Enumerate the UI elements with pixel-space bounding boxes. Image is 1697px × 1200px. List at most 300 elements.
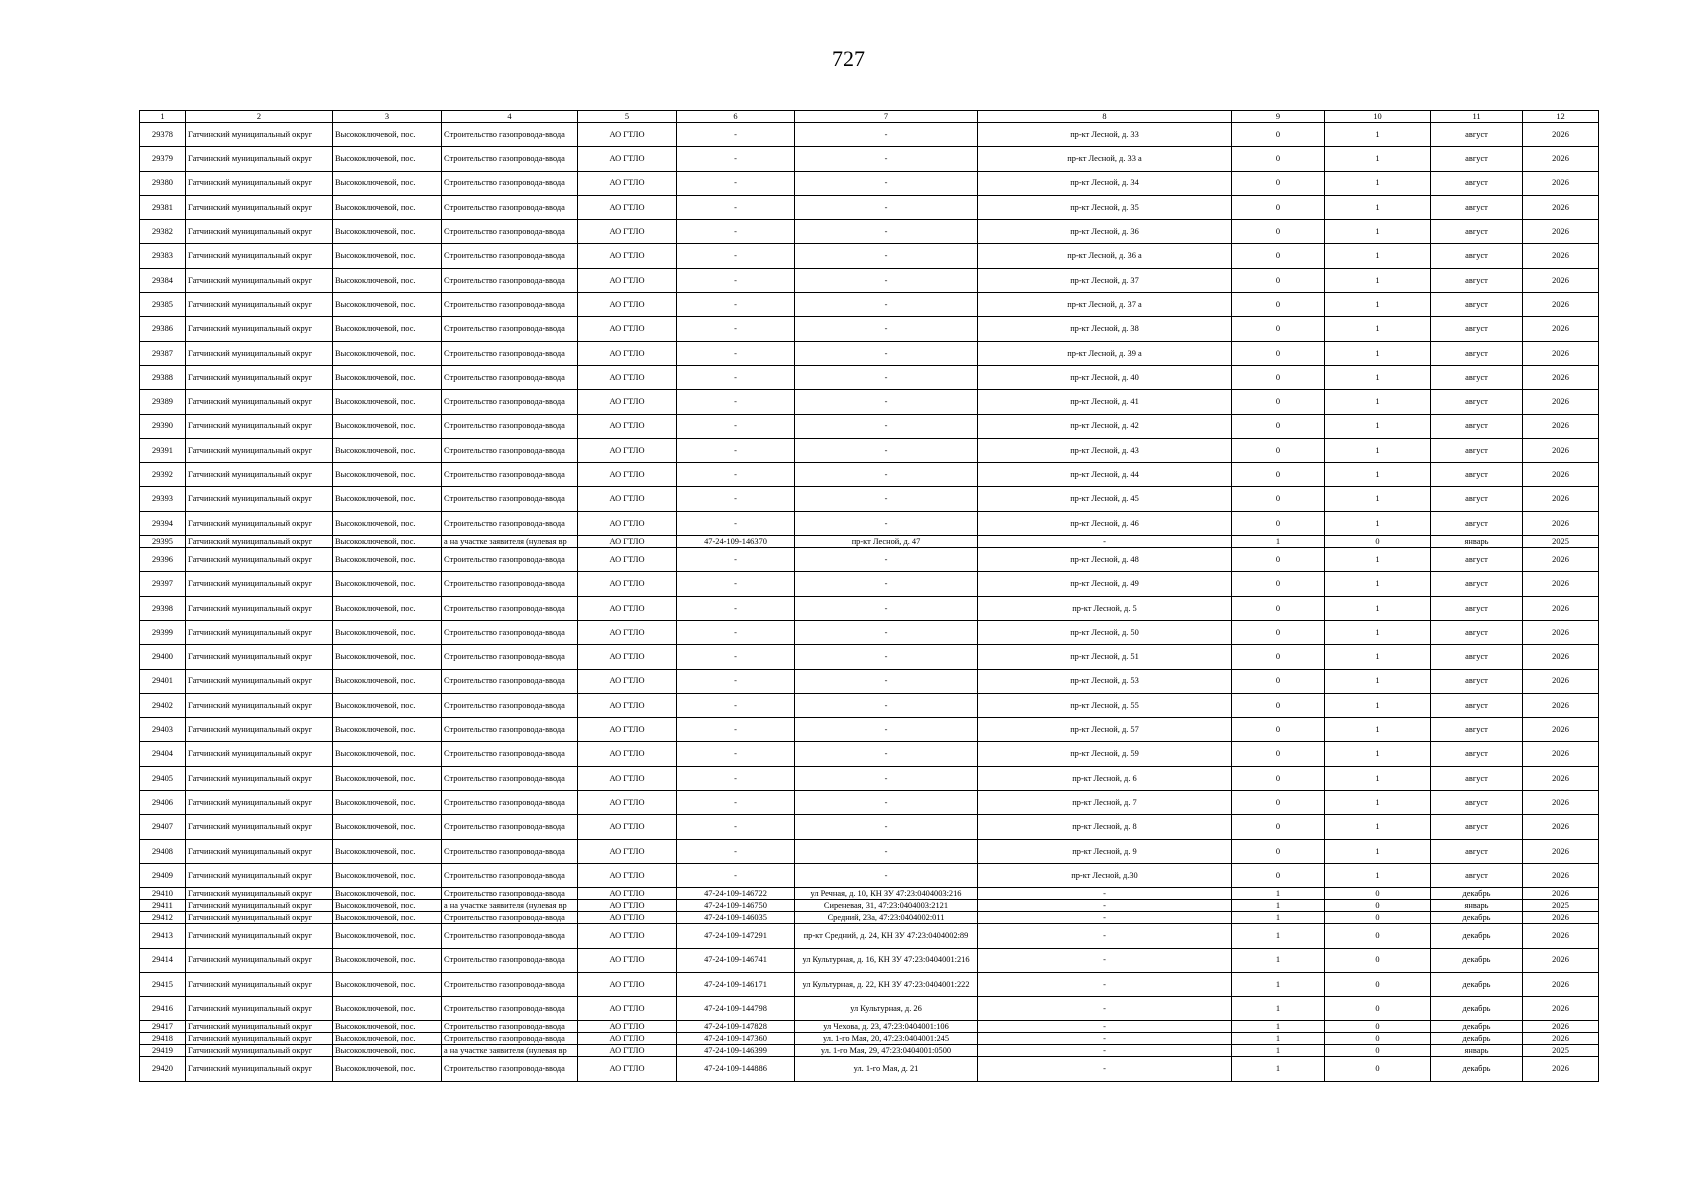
table-cell: Гатчинский муниципальный округ [186,742,333,766]
table-cell: - [795,548,978,572]
table-cell: Гатчинский муниципальный округ [186,123,333,147]
table-cell: 29401 [140,669,186,693]
table-cell: ул Чехова, д. 23, 47:23:0404001:106 [795,1021,978,1033]
table-cell: 29410 [140,888,186,900]
table-cell: 2026 [1523,742,1599,766]
table-cell: август [1431,463,1523,487]
table-cell: 29393 [140,487,186,511]
table-cell: 2026 [1523,123,1599,147]
table-cell: ул Культурная, д. 26 [795,997,978,1021]
table-cell: Строительство газопровода-ввода [442,620,578,644]
table-cell: 2026 [1523,195,1599,219]
column-header: 1 [140,111,186,123]
table-cell: 0 [1232,669,1325,693]
table-cell: ул Речная, д. 10, КН ЗУ 47:23:0404003:216 [795,888,978,900]
table-cell: АО ГТЛО [578,718,677,742]
table-cell: август [1431,171,1523,195]
table-cell: Высокоключевой, пос. [333,620,442,644]
table-cell: Гатчинский муниципальный округ [186,924,333,948]
table-cell: пр-кт Лесной, д. 42 [978,414,1232,438]
table-cell: Гатчинский муниципальный округ [186,390,333,414]
table-row [140,123,1599,147]
table-cell: Строительство газопровода-ввода [442,487,578,511]
table-cell: 2026 [1523,341,1599,365]
table-cell: АО ГТЛО [578,220,677,244]
table-cell: 1 [1325,693,1431,717]
table-cell: 2026 [1523,244,1599,268]
table-cell: - [978,1021,1232,1033]
table-cell: АО ГТЛО [578,511,677,535]
table-cell: 0 [1232,268,1325,292]
table-row [140,548,1599,572]
table-cell: пр-кт Лесной, д. 6 [978,766,1232,790]
page-number: 727 [832,46,865,71]
table-cell: АО ГТЛО [578,863,677,887]
table-cell: 0 [1232,317,1325,341]
table-cell: - [795,863,978,887]
table-cell: Строительство газопровода-ввода [442,341,578,365]
table-cell: 29404 [140,742,186,766]
table-cell: 29392 [140,463,186,487]
table-cell: 29409 [140,863,186,887]
table-cell: август [1431,815,1523,839]
table-cell: а на участке заявителя (нулевая вр [442,536,578,548]
table-cell: 29402 [140,693,186,717]
table-cell: 1 [1325,244,1431,268]
table-cell: АО ГТЛО [578,1033,677,1045]
column-header: 10 [1325,111,1431,123]
table-cell: - [978,536,1232,548]
table-cell: - [795,645,978,669]
table-cell: 0 [1325,924,1431,948]
table-cell: 0 [1325,1033,1431,1045]
table-cell: 29385 [140,293,186,317]
table-cell: 2026 [1523,572,1599,596]
table-cell: 0 [1232,220,1325,244]
table-cell: 2026 [1523,390,1599,414]
table-cell: август [1431,487,1523,511]
table-cell: август [1431,742,1523,766]
table-cell: пр-кт Лесной, д. 37 а [978,293,1232,317]
table-cell: - [677,341,795,365]
table-cell: Гатчинский муниципальный округ [186,487,333,511]
table-cell: - [978,912,1232,924]
table-cell: август [1431,195,1523,219]
table-cell: 1 [1325,463,1431,487]
table-cell: 2026 [1523,718,1599,742]
table-cell: Строительство газопровода-ввода [442,171,578,195]
table-cell: Строительство газопровода-ввода [442,596,578,620]
table-cell: 0 [1232,791,1325,815]
table-cell: Гатчинский муниципальный округ [186,1045,333,1057]
table-cell: - [795,718,978,742]
table-cell: 1 [1325,487,1431,511]
table-cell: 2026 [1523,268,1599,292]
table-cell: Строительство газопровода-ввода [442,317,578,341]
table-cell: Высокоключевой, пос. [333,1045,442,1057]
table-cell: август [1431,438,1523,462]
table-cell: - [795,147,978,171]
table-cell: 29387 [140,341,186,365]
table-cell: 47-24-109-146035 [677,912,795,924]
table-cell: Гатчинский муниципальный округ [186,438,333,462]
column-header: 5 [578,111,677,123]
table-cell: 2026 [1523,365,1599,389]
table-cell: Высокоключевой, пос. [333,596,442,620]
table-cell: Строительство газопровода-ввода [442,365,578,389]
table-row [140,220,1599,244]
table-cell: АО ГТЛО [578,742,677,766]
data-table [139,110,1599,1082]
table-cell: АО ГТЛО [578,317,677,341]
table-cell: декабрь [1431,997,1523,1021]
table-cell: 29389 [140,390,186,414]
table-cell: ул Культурная, д. 22, КН ЗУ 47:23:0404001:222 [795,972,978,996]
table-cell: 1 [1232,924,1325,948]
table-cell: Гатчинский муниципальный округ [186,548,333,572]
table-cell: Строительство газопровода-ввода [442,244,578,268]
table-cell: 0 [1232,365,1325,389]
table-cell: - [677,548,795,572]
table-cell: Гатчинский муниципальный округ [186,766,333,790]
table-cell: Высокоключевой, пос. [333,815,442,839]
table-cell: 2025 [1523,536,1599,548]
table-cell: 0 [1232,863,1325,887]
table-cell: Строительство газопровода-ввода [442,669,578,693]
table-cell: Сиреневая, 31, 47:23:0404003:2121 [795,900,978,912]
table-cell: Высокоключевой, пос. [333,863,442,887]
table-cell: - [677,620,795,644]
table-cell: Высокоключевой, пос. [333,268,442,292]
table-cell: 0 [1232,572,1325,596]
table-cell: - [677,195,795,219]
table-cell: Гатчинский муниципальный округ [186,511,333,535]
table-cell: 2026 [1523,924,1599,948]
table-cell: Гатчинский муниципальный округ [186,972,333,996]
table-cell: пр-кт Лесной, д. 7 [978,791,1232,815]
table-row [140,1045,1599,1057]
table-cell: Гатчинский муниципальный округ [186,997,333,1021]
table-row [140,620,1599,644]
table-cell: 1 [1325,548,1431,572]
table-cell: пр-кт Лесной, д. 50 [978,620,1232,644]
table-row [140,414,1599,438]
table-cell: Строительство газопровода-ввода [442,414,578,438]
table-cell: 1 [1232,1057,1325,1081]
table-cell: 0 [1232,693,1325,717]
table-cell: 29388 [140,365,186,389]
table-cell: 29405 [140,766,186,790]
table-cell: Строительство газопровода-ввода [442,742,578,766]
table-cell: 29420 [140,1057,186,1081]
table-cell: 0 [1325,1057,1431,1081]
table-cell: Строительство газопровода-ввода [442,463,578,487]
table-cell: 29399 [140,620,186,644]
table-cell: АО ГТЛО [578,815,677,839]
table-cell: август [1431,511,1523,535]
table-cell: пр-кт Лесной, д. 35 [978,195,1232,219]
table-cell: 0 [1232,511,1325,535]
table-row [140,863,1599,887]
table-cell: АО ГТЛО [578,620,677,644]
table-cell: пр-кт Лесной, д. 40 [978,365,1232,389]
table-cell: Гатчинский муниципальный округ [186,791,333,815]
table-cell: 2026 [1523,815,1599,839]
table-cell: - [978,948,1232,972]
table-cell: Гатчинский муниципальный округ [186,912,333,924]
table-cell: Высокоключевой, пос. [333,791,442,815]
table-cell: пр-кт Лесной, д. 9 [978,839,1232,863]
table-cell: Высокоключевой, пос. [333,244,442,268]
table-cell: 0 [1232,414,1325,438]
table-cell: - [677,863,795,887]
table-cell: 1 [1325,341,1431,365]
table-cell: 0 [1325,912,1431,924]
column-header: 2 [186,111,333,123]
header-row [140,111,1599,123]
table-cell: 2025 [1523,900,1599,912]
table-cell: январь [1431,536,1523,548]
table-cell: 2026 [1523,171,1599,195]
table-cell: Гатчинский муниципальный округ [186,244,333,268]
table-cell: 0 [1232,341,1325,365]
table-cell: Высокоключевой, пос. [333,438,442,462]
table-cell: - [677,669,795,693]
table-cell: Гатчинский муниципальный округ [186,268,333,292]
table-cell: ул. 1-го Мая, д. 21 [795,1057,978,1081]
table-row [140,317,1599,341]
column-header: 3 [333,111,442,123]
table-cell: 2026 [1523,620,1599,644]
table-cell: пр-кт Лесной, д.30 [978,863,1232,887]
table-cell: 0 [1325,888,1431,900]
table-cell: Строительство газопровода-ввода [442,1057,578,1081]
table-cell: 2026 [1523,1021,1599,1033]
table-cell: - [677,171,795,195]
table-cell: 47-24-109-144886 [677,1057,795,1081]
table-cell: пр-кт Лесной, д. 36 [978,220,1232,244]
table-cell: 0 [1232,195,1325,219]
table-cell: 2026 [1523,511,1599,535]
table-cell: 47-24-109-146399 [677,1045,795,1057]
table-cell: 2026 [1523,766,1599,790]
table-cell: 0 [1232,293,1325,317]
table-cell: Гатчинский муниципальный округ [186,220,333,244]
table-cell: 1 [1325,123,1431,147]
table-cell: декабрь [1431,948,1523,972]
table-cell: Высокоключевой, пос. [333,948,442,972]
table-cell: пр-кт Лесной, д. 44 [978,463,1232,487]
table-cell: 29396 [140,548,186,572]
table-cell: - [795,511,978,535]
table-cell: Строительство газопровода-ввода [442,972,578,996]
table-cell: август [1431,244,1523,268]
table-row [140,390,1599,414]
table-cell: АО ГТЛО [578,645,677,669]
table-row [140,365,1599,389]
table-cell: 29416 [140,997,186,1021]
table-cell: АО ГТЛО [578,972,677,996]
table-cell: - [795,244,978,268]
table-cell: 0 [1232,839,1325,863]
table-cell: Строительство газопровода-ввода [442,815,578,839]
table-cell: Гатчинский муниципальный округ [186,693,333,717]
table-cell: декабрь [1431,912,1523,924]
table-cell: Высокоключевой, пос. [333,487,442,511]
table-cell: АО ГТЛО [578,693,677,717]
table-cell: 29403 [140,718,186,742]
table-cell: август [1431,645,1523,669]
table-cell: 1 [1325,718,1431,742]
table-cell: Гатчинский муниципальный округ [186,596,333,620]
table-cell: - [795,123,978,147]
table-cell: пр-кт Лесной, д. 45 [978,487,1232,511]
table-cell: 2026 [1523,863,1599,887]
table-cell: Строительство газопровода-ввода [442,147,578,171]
table-cell: 29394 [140,511,186,535]
table-cell: Строительство газопровода-ввода [442,912,578,924]
table-cell: 2026 [1523,948,1599,972]
table-cell: 29418 [140,1033,186,1045]
table-cell: 0 [1325,536,1431,548]
table-cell: - [795,572,978,596]
table-cell: Высокоключевой, пос. [333,888,442,900]
table-cell: 1 [1325,863,1431,887]
table-cell: АО ГТЛО [578,548,677,572]
table-cell: АО ГТЛО [578,766,677,790]
table-cell: 1 [1232,1033,1325,1045]
column-header: 4 [442,111,578,123]
table-cell: пр-кт Лесной, д. 49 [978,572,1232,596]
table-cell: Высокоключевой, пос. [333,147,442,171]
table-cell: 0 [1325,997,1431,1021]
table-cell: 1 [1325,572,1431,596]
table-cell: 2026 [1523,596,1599,620]
table-cell: - [677,463,795,487]
table-cell: - [677,390,795,414]
table-cell: Высокоключевой, пос. [333,390,442,414]
table-row [140,718,1599,742]
table-cell: АО ГТЛО [578,390,677,414]
table-cell: пр-кт Лесной, д. 5 [978,596,1232,620]
table-cell: 0 [1232,390,1325,414]
table-row [140,645,1599,669]
table-cell: Строительство газопровода-ввода [442,293,578,317]
table-cell: Гатчинский муниципальный округ [186,171,333,195]
table-cell: август [1431,293,1523,317]
table-cell: 2026 [1523,487,1599,511]
table-row [140,912,1599,924]
table-cell: АО ГТЛО [578,463,677,487]
table-cell: 47-24-109-146722 [677,888,795,900]
table-cell: Гатчинский муниципальный округ [186,1057,333,1081]
table-cell: - [795,365,978,389]
table-row [140,669,1599,693]
table-cell: АО ГТЛО [578,293,677,317]
table-cell: - [978,972,1232,996]
table-cell: 2026 [1523,220,1599,244]
table-cell: Высокоключевой, пос. [333,693,442,717]
table-cell: Гатчинский муниципальный округ [186,645,333,669]
table-cell: АО ГТЛО [578,487,677,511]
column-header: 8 [978,111,1232,123]
table-cell: пр-кт Лесной, д. 48 [978,548,1232,572]
table-cell: Высокоключевой, пос. [333,645,442,669]
table-cell: 0 [1232,596,1325,620]
table-cell: Гатчинский муниципальный округ [186,948,333,972]
table-cell: декабрь [1431,888,1523,900]
table-cell: Строительство газопровода-ввода [442,766,578,790]
table-cell: Строительство газопровода-ввода [442,268,578,292]
table-cell: Высокоключевой, пос. [333,548,442,572]
table-cell: Высокоключевой, пос. [333,912,442,924]
table-cell: декабрь [1431,972,1523,996]
table-cell: 1 [1232,888,1325,900]
table-cell: август [1431,220,1523,244]
table-cell: Высокоключевой, пос. [333,220,442,244]
table-cell: 29406 [140,791,186,815]
table-cell: 29391 [140,438,186,462]
table-cell: 2026 [1523,548,1599,572]
table-cell: 2026 [1523,1033,1599,1045]
table-cell: пр-кт Лесной, д. 34 [978,171,1232,195]
table-cell: август [1431,839,1523,863]
table-cell: 47-24-109-146741 [677,948,795,972]
table-cell: август [1431,596,1523,620]
table-cell: 2026 [1523,438,1599,462]
table-row [140,487,1599,511]
table-cell: август [1431,766,1523,790]
table-cell: - [677,487,795,511]
table-cell: пр-кт Лесной, д. 37 [978,268,1232,292]
table-cell: Гатчинский муниципальный округ [186,365,333,389]
table-cell: Высокоключевой, пос. [333,414,442,438]
table-cell: - [795,268,978,292]
table-cell: 1 [1325,438,1431,462]
table-cell: Высокоключевой, пос. [333,669,442,693]
table-cell: 29419 [140,1045,186,1057]
table-cell: 0 [1232,742,1325,766]
table-cell: 2026 [1523,693,1599,717]
table-cell: 47-24-109-147828 [677,1021,795,1033]
table-row [140,815,1599,839]
table-cell: Строительство газопровода-ввода [442,839,578,863]
table-row [140,1021,1599,1033]
table-cell: Высокоключевой, пос. [333,839,442,863]
table-cell: - [795,341,978,365]
table-cell: Строительство газопровода-ввода [442,888,578,900]
table-cell: 1 [1232,912,1325,924]
table-cell: 1 [1232,948,1325,972]
table-row [140,742,1599,766]
table-cell: - [795,791,978,815]
table-cell: 1 [1325,766,1431,790]
table-cell: АО ГТЛО [578,572,677,596]
table-cell: август [1431,718,1523,742]
table-row [140,997,1599,1021]
table-cell: 2026 [1523,997,1599,1021]
table-cell: Высокоключевой, пос. [333,900,442,912]
table-cell: 0 [1232,463,1325,487]
table-cell: пр-кт Лесной, д. 43 [978,438,1232,462]
table-cell: 29408 [140,839,186,863]
table-cell: 0 [1325,900,1431,912]
table-cell: август [1431,620,1523,644]
table-cell: 29412 [140,912,186,924]
table-cell: 47-24-109-146171 [677,972,795,996]
table-cell: 29411 [140,900,186,912]
table-cell: АО ГТЛО [578,596,677,620]
